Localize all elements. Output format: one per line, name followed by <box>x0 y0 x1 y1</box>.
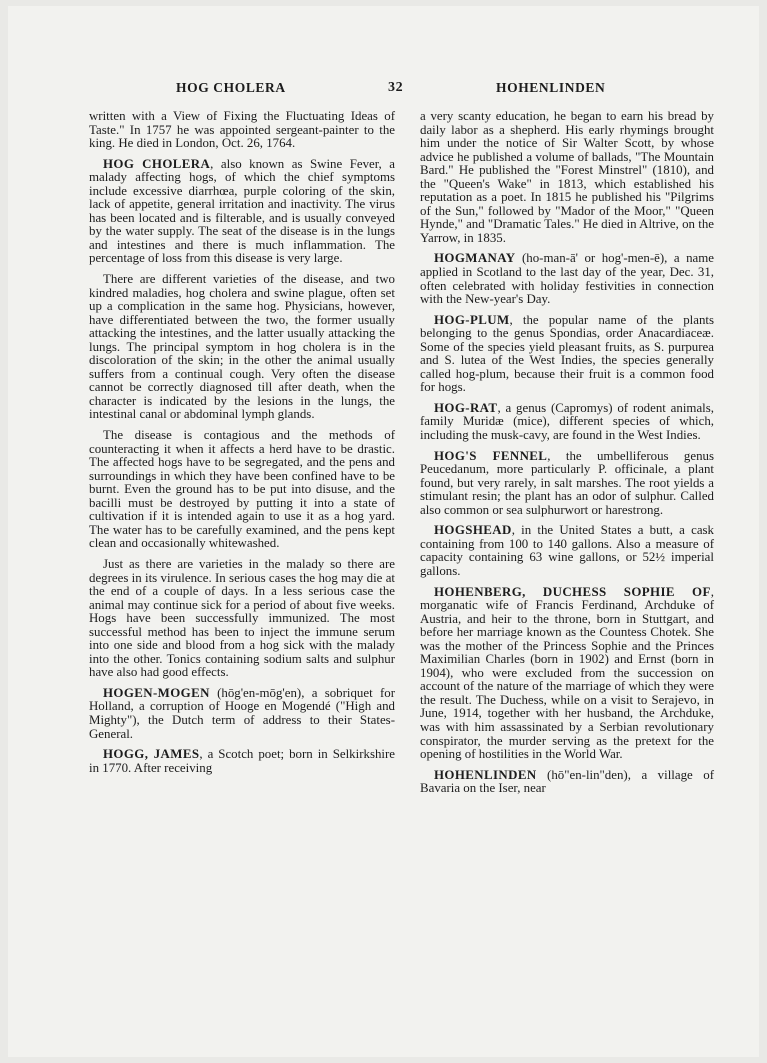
entry-hohenberg: HOHENBERG, DUCHESS SOPHIE OF, morganatic wife of Francis Ferdinand, Archduke of Austria, and heir to the throne, born in Stuttgart, and before her marriage known as the Countess Chotek. She was the mother of the Princess Sophie and the Princes Maximilian Charles (born in 1902) and Ernst (born in 1904), who were excluded from the succession on account of the nature of the marriage of which they were the result. The Duchess, while on a visit to Serajevo, in June, 1914, together with her husband, the Archduke, was with him assassinated by a Serbian revolutionary conspirator, the murder serving as the pretext for the opening of hostilities in the World War. <box>420 584 714 762</box>
entry-hogs-fennel: HOG'S FENNEL, the umbelliferous genus Peucedanum, more particularly P. officinale, a plant found, but very rarely, in salt marshes. The root yields a stimulant resin; the plant has an odor of sulphur. Called also common or sea sulphurwort or harestrong. <box>420 448 715 517</box>
page-number: 32 <box>388 80 404 95</box>
entry-hog-plum: HOG-PLUM, the popular name of the plants belonging to the genus Spondias, order Anacardiaceæ. Some of the species yield pleasant fruits, as S. purpurea and S. lutea of the West Indies, the species generally called hog-plum, because their fruit is a common food for hogs. <box>420 312 714 395</box>
entry-hogshead: HOGSHEAD, in the United States a butt, a cask containing from 100 to 140 gallons. Also a measure of capacity containing 63 wine gallons, or 52½ imperial gallons. <box>420 523 714 578</box>
headword: HOHENLINDEN <box>434 767 537 782</box>
entry-paragraph: There are different varieties of the disease, and two kindred maladies, hog cholera and swine plague, often set up a complication in the same hog. Physicians, however, have differentiated between the two, the former usually attacking the intestines, and the latter usually attacking the lungs. The principal symptom in hog cholera is in the discoloration of the skin; in the other the animal usually suffers from a continual cough. Very often the disease cannot be correctly diagnosed till after death, when the character is indicated by the lesions in the lungs, the intestinal canal or abdominal lymph glands. <box>89 272 395 422</box>
entry-hog-cholera: HOG CHOLERA, also known as Swine Fever, a malady affecting hogs, of which the chief symptoms include excessive diarrhœa, purple coloring of the skin, lack of appetite, general irritation and inactivity. The virus has been located and is filterable, and is usually conveyed by the water supply. The seat of the disease is in the lungs and intestines and there is much inflammation. The percentage of loss from this disease is very large. <box>89 156 396 266</box>
entry-hogmanay: HOGMANAY (ho-man-ā' or hog'-men-ē), a name applied in Scotland to the last day of the year, Dec. 31, often celebrated with holiday festivities in connection with the New-year's Day. <box>420 251 714 307</box>
headword: HOGMANAY <box>434 251 516 266</box>
left-column <box>89 110 395 782</box>
entry-continuation: written with a View of Fixing the Fluctuating Ideas of Taste." In 1757 he was appointed sergeant-painter to the king. He died in London, Oct. 26, 1764. <box>89 109 395 151</box>
headword: HOGSHEAD <box>434 523 512 538</box>
entry-continuation: a very scanty education, he began to earn his bread by daily labor as a shepherd. His early rhymings brought him under the notice of Sir Walter Scott, by whose advice he published a volume of ballads, "The Mountain Bard." He published the "Forest Minstrel" (1810), and the "Queen's Wake" in 1813, which established his reputation as a poet. In 1815 he published his "Pilgrims of the Sun," followed by "Mador of the Moor," "Queen Hynde," and "Dramatic Tales." He died in Altrive, on the Yarrow, in 1835. <box>420 109 714 245</box>
entry-hogg-james: HOGG, JAMES, a Scotch poet; born in Selkirkshire in 1770. After receiving <box>89 747 395 775</box>
header-left-term: HOG CHOLERA <box>176 80 286 95</box>
headword: HOGG, JAMES <box>103 747 200 762</box>
headword: HOGEN-MOGEN <box>103 685 210 700</box>
right-column <box>420 110 714 803</box>
entry-hogen-mogen: HOGEN-MOGEN (hōg'en-mōg'en), a sobriquet for Holland, a corruption of Hooge en Mogendé ("High and Mighty"), the Dutch term of address to their States-General. <box>89 685 395 741</box>
entry-hog-rat: HOG-RAT, a genus (Capromys) of rodent animals, family Muridæ (mice), different species of which, including the musk-cavy, are found in the West Indies. <box>420 400 714 443</box>
headword: HOG-RAT <box>434 400 498 415</box>
page <box>8 6 759 1057</box>
headword: HOG'S FENNEL <box>434 448 548 463</box>
headword: HOG-PLUM <box>434 312 510 327</box>
headword: HOG CHOLERA <box>103 156 211 171</box>
entry-paragraph: The disease is contagious and the methods of counteracting it when it affects a herd have to be drastic. The affected hogs have to be segregated, and the pens and surroundings in which they have been confined have to be burnt. Even the ground has to be put into disuse, and the bacilli must be destroyed by putting it into a state of cultivation if it is intended again to use it as a hog yard. The water has to be carefully examined, and the pens kept clean and occasionally whitewashed. <box>89 428 395 551</box>
headword: HOHENBERG, DUCHESS SOPHIE OF <box>434 584 711 599</box>
header-right-term: HOHENLINDEN <box>496 80 606 95</box>
entry-paragraph: Just as there are varieties in the malady so there are degrees in its virulence. In serious cases the hog may die at the end of a couple of days. In a less serious case the animal may continue sick for a period of about five weeks. Hogs have been successfully immunized. The most successful method has been to inject the immune serum into one side and blood from a hog sick with the malady into the other. Tonics containing sodium salts and sulphur have also had good effects. <box>89 556 395 680</box>
entry-hohenlinden: HOHENLINDEN (hō"en-lin"den), a village of Bavaria on the Iser, near <box>420 767 714 796</box>
